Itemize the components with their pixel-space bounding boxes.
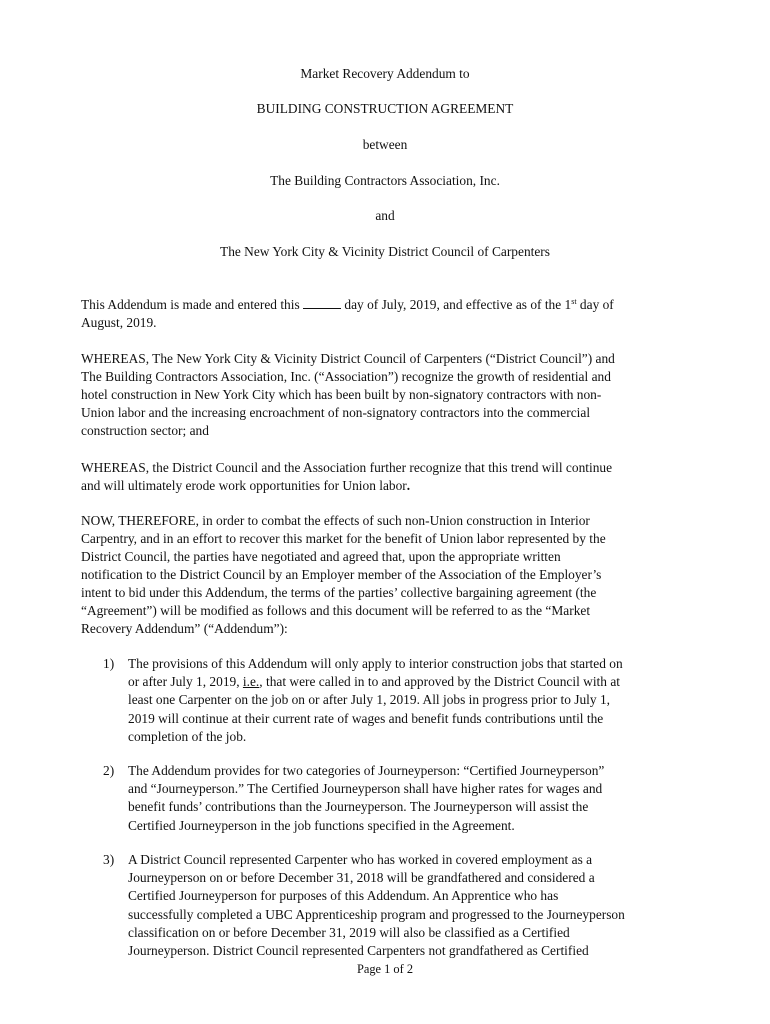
doc-party-district-council: The New York City & Vicinity District Council of Carpenters bbox=[220, 244, 550, 259]
doc-title-between: between bbox=[362, 137, 408, 152]
intro-text-a: This Addendum is made and entered this bbox=[81, 297, 300, 312]
item1-line bbox=[128, 673, 698, 691]
item1-text: or after July 1, 2019, bbox=[128, 674, 243, 690]
whereas2-bold-period: . bbox=[406, 478, 411, 493]
now-line: “Agreement”) will be modified as follows and this document will be referred to as the “Market bbox=[81, 603, 591, 618]
list-item-body bbox=[128, 655, 698, 746]
item1-line: least one Carpenter on the job on or after July 1, 2019. All jobs in progress prior to July 1, bbox=[128, 692, 610, 708]
list-item-body bbox=[128, 851, 698, 960]
intro-line-1 bbox=[81, 296, 691, 314]
intro-text-c: day of bbox=[576, 297, 614, 312]
item1-line: completion of the job. bbox=[128, 728, 247, 744]
item3-line: Certified Journeyperson for purposes of this Addendum. An Apprentice who has bbox=[128, 888, 559, 904]
whereas-paragraph-2 bbox=[81, 459, 691, 495]
list-item-number: 2) bbox=[103, 763, 115, 778]
item3-line: classification on or before December 31, 2019 will also be classified as a Certified bbox=[128, 924, 570, 940]
item1-underlined-ie: i.e. bbox=[242, 674, 260, 690]
whereas1-line: hotel construction in New York City which has been built by non-signatory contractors with non- bbox=[81, 387, 602, 402]
doc-party-association: The Building Contractors Association, Inc. bbox=[270, 173, 500, 188]
page-number: Page 1 of 2 bbox=[356, 962, 414, 976]
item2-line: benefit funds’ contributions than the Journeyperson. The Journeyperson will assist the bbox=[128, 799, 589, 815]
item3-line: successfully completed a UBC Apprenticeship program and progressed to the Journeyperson bbox=[128, 906, 625, 922]
intro-paragraph bbox=[81, 296, 691, 332]
now-line: District Council, the parties have negotiated and agreed that, upon the appropriate written bbox=[81, 549, 561, 564]
whereas1-line: Union labor and the increasing encroachment of non-signatory contractors into the commercial bbox=[81, 405, 591, 420]
item3-line: Journeyperson on or before December 31, 2018 will be grandfathered and considered a bbox=[128, 870, 595, 886]
doc-title-line-1: Market Recovery Addendum to bbox=[300, 66, 470, 81]
list-item-number: 1) bbox=[103, 656, 115, 671]
list-item-number: 3) bbox=[103, 852, 115, 867]
date-blank bbox=[303, 297, 341, 309]
whereas2-line: WHEREAS, the District Council and the Association further recognize that this trend will continue bbox=[81, 460, 613, 475]
intro-superscript: st bbox=[571, 297, 577, 306]
intro-line-2: August, 2019. bbox=[81, 315, 157, 330]
whereas2-line bbox=[81, 477, 691, 495]
item3-line: A District Council represented Carpenter who has worked in covered employment as a bbox=[128, 852, 593, 867]
now-line: Recovery Addendum” (“Addendum”): bbox=[81, 621, 288, 636]
whereas1-line: The Building Contractors Association, Inc. (“Association”) recognize the growth of residential and bbox=[81, 369, 611, 384]
now-line: intent to bid under this Addendum, the terms of the parties’ collective bargaining agreement (the bbox=[81, 585, 597, 600]
now-line: Carpentry, and in an effort to recover this market for the benefit of Union labor represented by the bbox=[81, 531, 606, 546]
whereas-paragraph-1 bbox=[81, 350, 691, 440]
item1-text: , that were called in to and approved by the District Council with at bbox=[259, 674, 620, 690]
now-line: notification to the District Council by an Employer member of the Association of the Employer’s bbox=[81, 567, 602, 582]
item1-line: The provisions of this Addendum will only apply to interior construction jobs that started on bbox=[128, 656, 623, 671]
intro-text-b: day of July, 2019, and effective as of the 1 bbox=[344, 297, 572, 312]
whereas1-line: WHEREAS, The New York City & Vicinity District Council of Carpenters (“District Council”) and bbox=[81, 351, 615, 366]
item2-line: and “Journeyperson.” The Certified Journeyperson shall have higher rates for wages and bbox=[128, 781, 603, 797]
now-line: NOW, THEREFORE, in order to combat the effects of such non-Union construction in Interior bbox=[81, 513, 590, 528]
list-item-body bbox=[128, 762, 698, 835]
now-therefore-paragraph bbox=[81, 512, 691, 638]
item2-line: The Addendum provides for two categories of Journeyperson: “Certified Journeyperson” bbox=[128, 763, 605, 778]
item3-line: Journeyperson. District Council represented Carpenters not grandfathered as Certified bbox=[128, 943, 589, 959]
whereas1-line: construction sector; and bbox=[81, 423, 209, 438]
item1-line: 2019 will continue at their current rate of wages and benefit funds contributions until the bbox=[128, 710, 604, 726]
item2-line: Certified Journeyperson in the job functions specified in the Agreement. bbox=[128, 817, 515, 833]
doc-title-and: and bbox=[375, 208, 395, 223]
doc-title-line-2: BUILDING CONSTRUCTION AGREEMENT bbox=[256, 101, 514, 116]
whereas2-text: and will ultimately erode work opportunities for Union labor bbox=[81, 478, 407, 493]
